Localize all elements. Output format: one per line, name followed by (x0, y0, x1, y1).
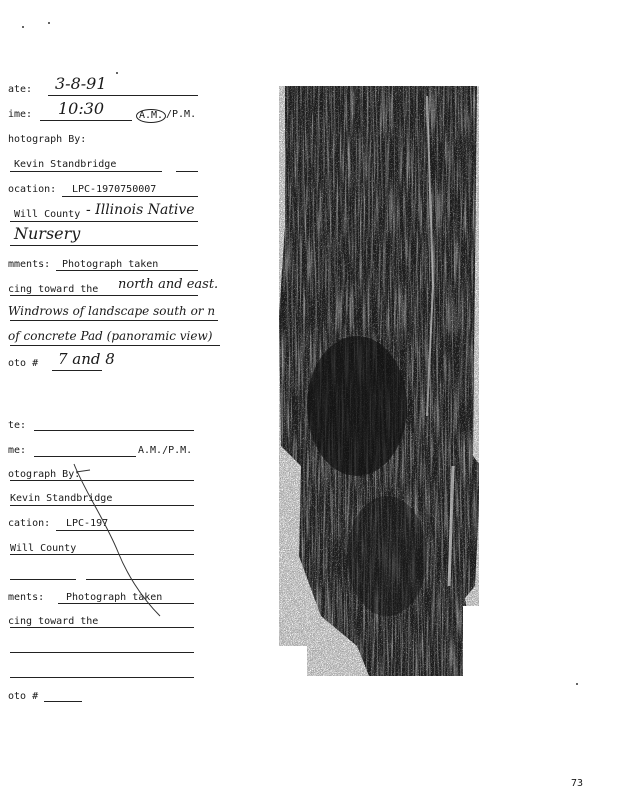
date-rule (48, 95, 198, 96)
time-label: ime: (8, 109, 33, 120)
speck (22, 26, 24, 28)
photograph-image (277, 86, 479, 678)
location-label: ocation: (8, 184, 57, 195)
pen-stroke (60, 460, 170, 630)
form2-county-value: Will County (10, 543, 77, 554)
form2-photo-number-label: oto # (8, 691, 39, 702)
form2-date-label: te: (8, 420, 27, 431)
form2-time-rule (34, 456, 136, 457)
county-rule (10, 221, 198, 222)
photo-number-rule (52, 370, 102, 371)
photographer-label: hotograph By: (8, 134, 87, 145)
form2-photo-number-rule (44, 701, 82, 702)
county-value: Will County (14, 209, 81, 220)
time-am: A.M. (136, 109, 166, 123)
form2-date-rule (34, 430, 194, 431)
form2-photographer-value: Kevin Standbridge (10, 493, 113, 504)
form2-facing-typed: cing toward the (8, 616, 99, 627)
form2-location-value: LPC-197 (66, 518, 109, 529)
facing-handwritten: north and east. (118, 277, 219, 292)
photo-number-label: oto # (8, 358, 39, 369)
time-rule (40, 120, 132, 121)
form2-blank-rule-3 (10, 652, 194, 653)
handwritten-line-4: of concrete Pad (panoramic view) (8, 329, 213, 343)
speck (48, 22, 50, 24)
line-3-rule (10, 320, 218, 321)
photographer-value: Kevin Standbridge (14, 159, 117, 170)
speck (116, 72, 118, 74)
time-pm: /P.M. (166, 109, 197, 120)
photographer-rule (10, 171, 162, 172)
form2-time-ampm: A.M./P.M. (138, 445, 193, 456)
facing-rule (10, 295, 198, 296)
form2-photographer-label: otograph By: (8, 469, 81, 480)
page-number: 73 (570, 778, 583, 789)
date-value: 3-8-91 (55, 74, 107, 93)
comments-value: Photograph taken (62, 259, 159, 270)
location-value: LPC-1970750007 (72, 184, 157, 195)
form2-comments-label: ments: (8, 592, 45, 603)
form2-blank-rule-4 (10, 677, 194, 678)
photo-number-value: 7 and 8 (58, 350, 115, 368)
time-value: 10:30 (58, 99, 105, 118)
form2-time-label: me: (8, 445, 27, 456)
location-rule (62, 196, 198, 197)
date-label: ate: (8, 84, 33, 95)
speck (576, 683, 578, 685)
line-4-rule (10, 345, 220, 346)
county-handwritten-2: Nursery (14, 224, 81, 243)
county-rule-2 (10, 245, 198, 246)
handwritten-line-3: Windrows of landscape south or n (8, 304, 216, 318)
form2-comments-value: Photograph taken (66, 592, 163, 603)
comments-rule (56, 270, 198, 271)
comments-label: mments: (8, 259, 51, 270)
photographer-rule-2 (176, 171, 198, 172)
form2-location-label: cation: (8, 518, 51, 529)
facing-typed: cing toward the (8, 284, 99, 295)
county-handwritten: - Illinois Native (86, 202, 195, 218)
